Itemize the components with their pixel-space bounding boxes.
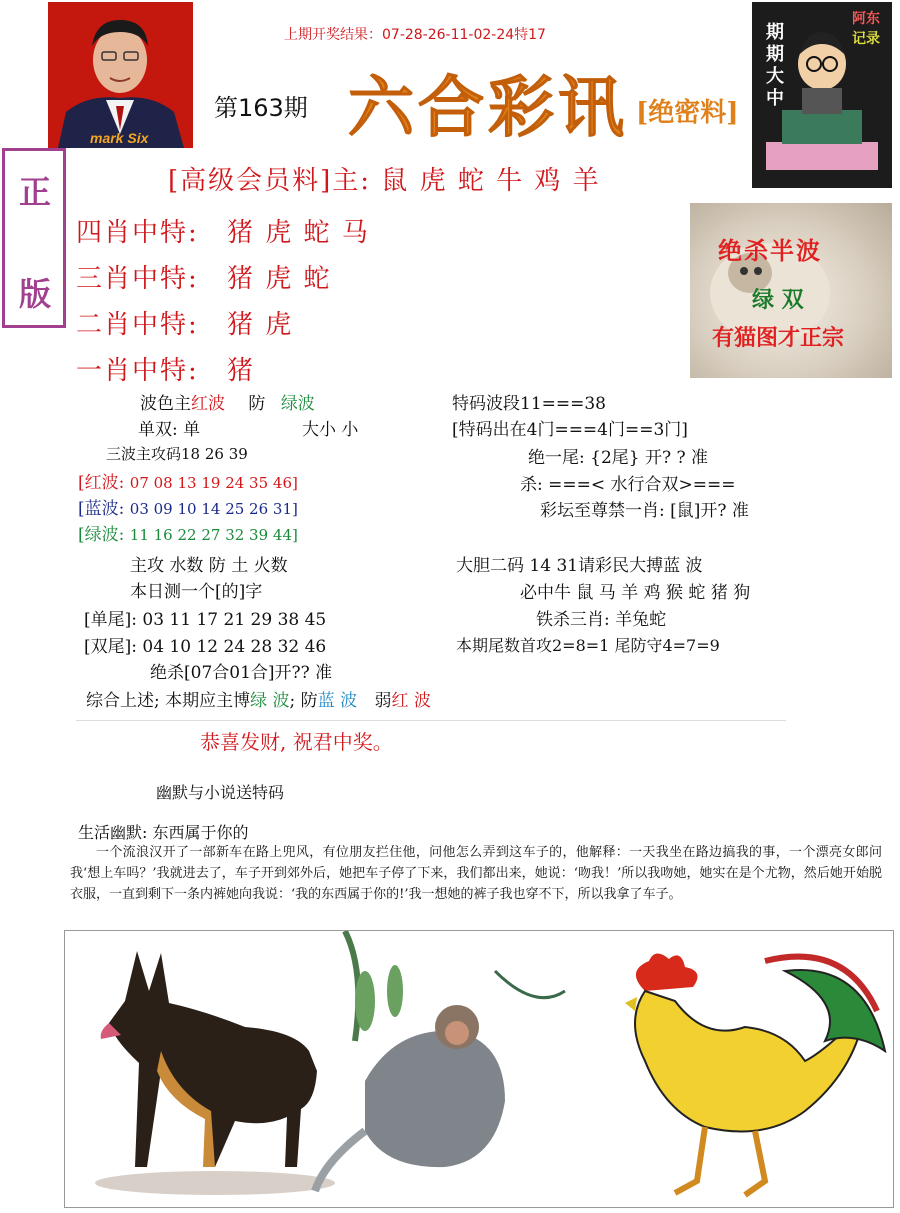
tail-attack: 本期尾数首攻2=8=1 尾防守4=7=9 [456, 636, 720, 655]
blue-wave-numbers: 03 09 10 14 25 26 31] [129, 500, 298, 518]
blue-wave-row [78, 494, 298, 519]
green-wave-row [78, 520, 298, 545]
mascot-caption-3: 记录 [852, 31, 880, 47]
congrats: 恭喜发财, 祝君中奖。 [200, 730, 393, 754]
kill-he: 绝杀[07合01合]开?? 准 [150, 663, 333, 683]
rooster-icon [625, 953, 885, 1195]
red-wave-row [78, 468, 298, 493]
zodiac-image-panel [64, 930, 894, 1208]
humor-title: 生活幽默: 东西属于你的 [78, 823, 249, 842]
cat-line-1: 绝杀半波 [718, 236, 822, 265]
monkey-icon [315, 931, 565, 1191]
pick-label: 二肖中特: [76, 310, 199, 340]
color-main-row [140, 389, 315, 414]
red-wave-numbers: 07 08 13 19 24 35 46] [129, 474, 298, 492]
divider [76, 720, 786, 721]
double-tail: [双尾]: 04 10 12 24 28 32 46 [84, 637, 327, 657]
cat-promo-image [690, 203, 892, 378]
single-tail: [单尾]: 03 11 17 21 29 38 45 [84, 610, 327, 630]
summary-main: 绿 波 [250, 691, 290, 711]
red-wave-label: [红波: [78, 473, 125, 493]
pick-value: 猪 [227, 356, 256, 386]
iron-kill: 铁杀三肖: 羊兔蛇 [536, 610, 667, 630]
person-illustration [48, 2, 193, 148]
tail-kill: 绝一尾: {2尾} 开? ? 准 [528, 448, 709, 468]
badge-char-1: 正 [19, 173, 52, 211]
summary-prefix: 综合上述; 本期应主博 [86, 691, 251, 711]
odd-even: 单双: 单 [138, 420, 201, 440]
green-wave-numbers: 11 16 22 27 32 39 44] [129, 526, 298, 544]
summary-mid: ; 防 [289, 691, 318, 711]
attack-numbers: 主攻 水数 防 土 火数 [130, 556, 288, 576]
summary-weak-prefix: 弱 [374, 691, 392, 711]
color-main-prefix: 波色主 [140, 394, 191, 414]
mascot-image [752, 2, 892, 188]
kill-element: 杀: ===< 水行合双>=== [520, 475, 736, 495]
color-guard: 绿波 [280, 394, 315, 414]
pick-row [76, 258, 370, 304]
pick-value: 猪 虎 蛇 [227, 264, 332, 294]
humor-body: 一个流浪汉开了一部新车在路上兜风，有位朋友拦住他，问他怎么弄到这车子的，他解释：一天我坐在路边搞我的事，一个漂亮女郎问我‘想上车吗？’我就进去了，车子开到郊外后，她把车子停了下来，我们都出来，她说：‘吻我！’所以我吻她，她实在是个尤物，然后她开始脱衣服，一直到剩下一条内裤她向我说：‘我的东西属于你的!’我一想她的裤子我也穿不下，所以我拿了车子。 [70, 845, 882, 902]
issue-number: 第163期 [214, 94, 308, 122]
color-main: 红波 [191, 394, 225, 414]
special-range: 特码波段11===38 [452, 394, 606, 414]
zodiac-animals-illustration [65, 931, 894, 1208]
pick-label: 一肖中特: [76, 356, 199, 386]
host-photo [48, 2, 193, 148]
mark-six-caption: mark Six [90, 130, 149, 146]
cat-line-3: 有猫图才正宗 [712, 325, 845, 351]
mascot-caption-2: 阿东 [852, 11, 880, 27]
pick-value: 猪 虎 [227, 310, 294, 340]
summary-line [86, 686, 431, 711]
mascot-caption: 期期大中 [766, 22, 784, 109]
size: 大小 小 [302, 420, 359, 440]
three-wave: 三波主攻码18 26 39 [106, 445, 248, 463]
vip-line: [高级会员料]主: 鼠 虎 蛇 牛 鸡 羊 [168, 166, 601, 196]
humor-heading: 幽默与小说送特码 [156, 783, 285, 802]
pick-value: 猪 虎 蛇 马 [227, 218, 370, 248]
bold-two-numbers: 大胆二码 14 31请彩民大搏蓝 波 [456, 556, 703, 576]
summary-guard: 蓝 波 [317, 691, 358, 711]
picks-list [76, 212, 370, 396]
forbidden-zodiac: 彩坛至尊禁一肖: [鼠]开? 准 [540, 501, 749, 521]
must-hit: 必中牛 鼠 马 羊 鸡 猴 蛇 猪 狗 [520, 583, 751, 603]
char-today: 本日测一个[的]字 [130, 582, 263, 602]
cat-line-2: 绿 双 [752, 287, 804, 313]
green-wave-label: [绿波: [78, 525, 125, 545]
blue-wave-label: [蓝波: [78, 499, 125, 519]
title-tag: [绝密料] [636, 98, 739, 128]
pick-row [76, 304, 370, 350]
summary-weak: 红 波 [391, 691, 431, 711]
pick-row [76, 212, 370, 258]
color-guard-prefix: 防 [248, 394, 266, 414]
pick-label: 四肖中特: [76, 218, 199, 248]
special-door: [特码出在4门===4门==3门] [452, 420, 688, 440]
edition-badge [2, 148, 66, 328]
badge-char-2: 版 [19, 275, 52, 313]
dog-icon [95, 951, 335, 1195]
last-result: 上期开奖结果：07-28-26-11-02-24特17 [284, 27, 546, 43]
pick-label: 三肖中特: [76, 264, 199, 294]
page-title: 六合彩讯 [348, 68, 628, 146]
